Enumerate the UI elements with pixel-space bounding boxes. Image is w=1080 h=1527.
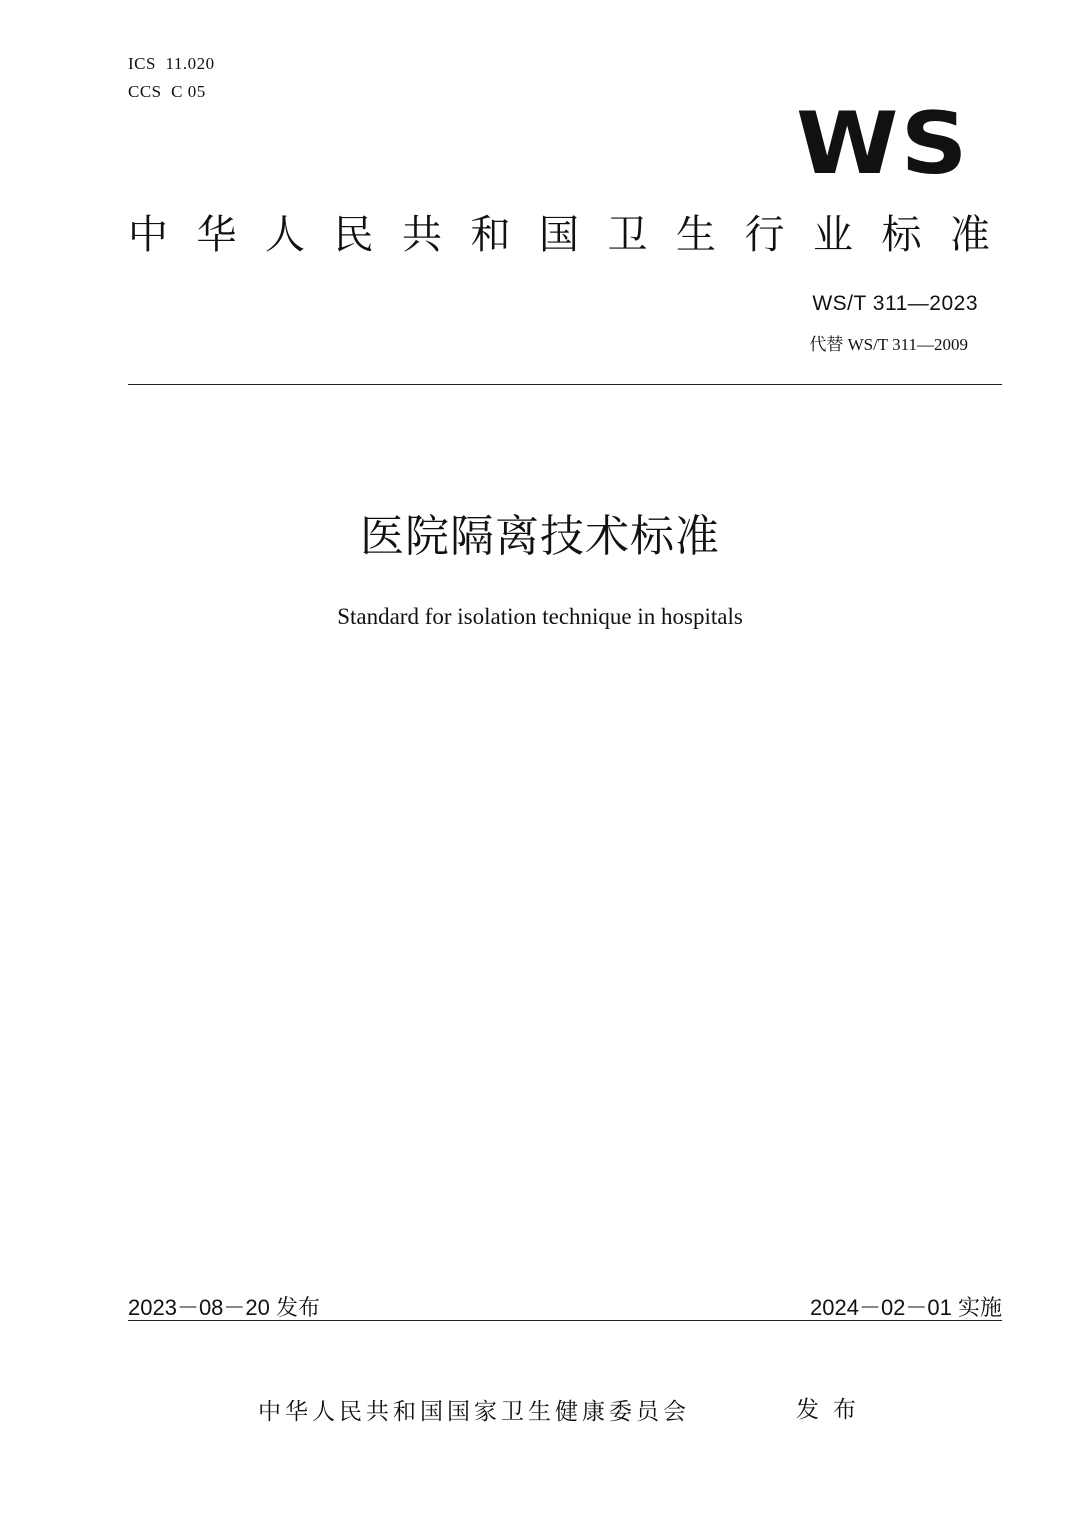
issuing-authority: 中华人民共和国国家卫生健康委员会 [258,1399,690,1425]
publish-date: 2023－08－20 发布 [128,1295,320,1320]
ics-code: ICS 11.020 [128,54,215,73]
document-title-en: Standard for isolation technique in hospitals [337,604,743,629]
standard-number: WS/T 311—2023 [812,292,978,315]
replaces-standard: 代替 WS/T 311—2009 [809,335,968,354]
standard-type-heading: 中华人民共和国卫生行业标准 [128,212,1019,258]
top-divider [128,384,1002,385]
implement-date: 2024－02－01 实施 [810,1295,1002,1320]
ccs-code: CCS C 05 [128,82,206,101]
ws-logo: WS [796,94,970,194]
bottom-divider [128,1320,1002,1321]
issue-label: 发布 [796,1397,870,1423]
document-title-zh: 医院隔离技术标准 [360,511,720,562]
